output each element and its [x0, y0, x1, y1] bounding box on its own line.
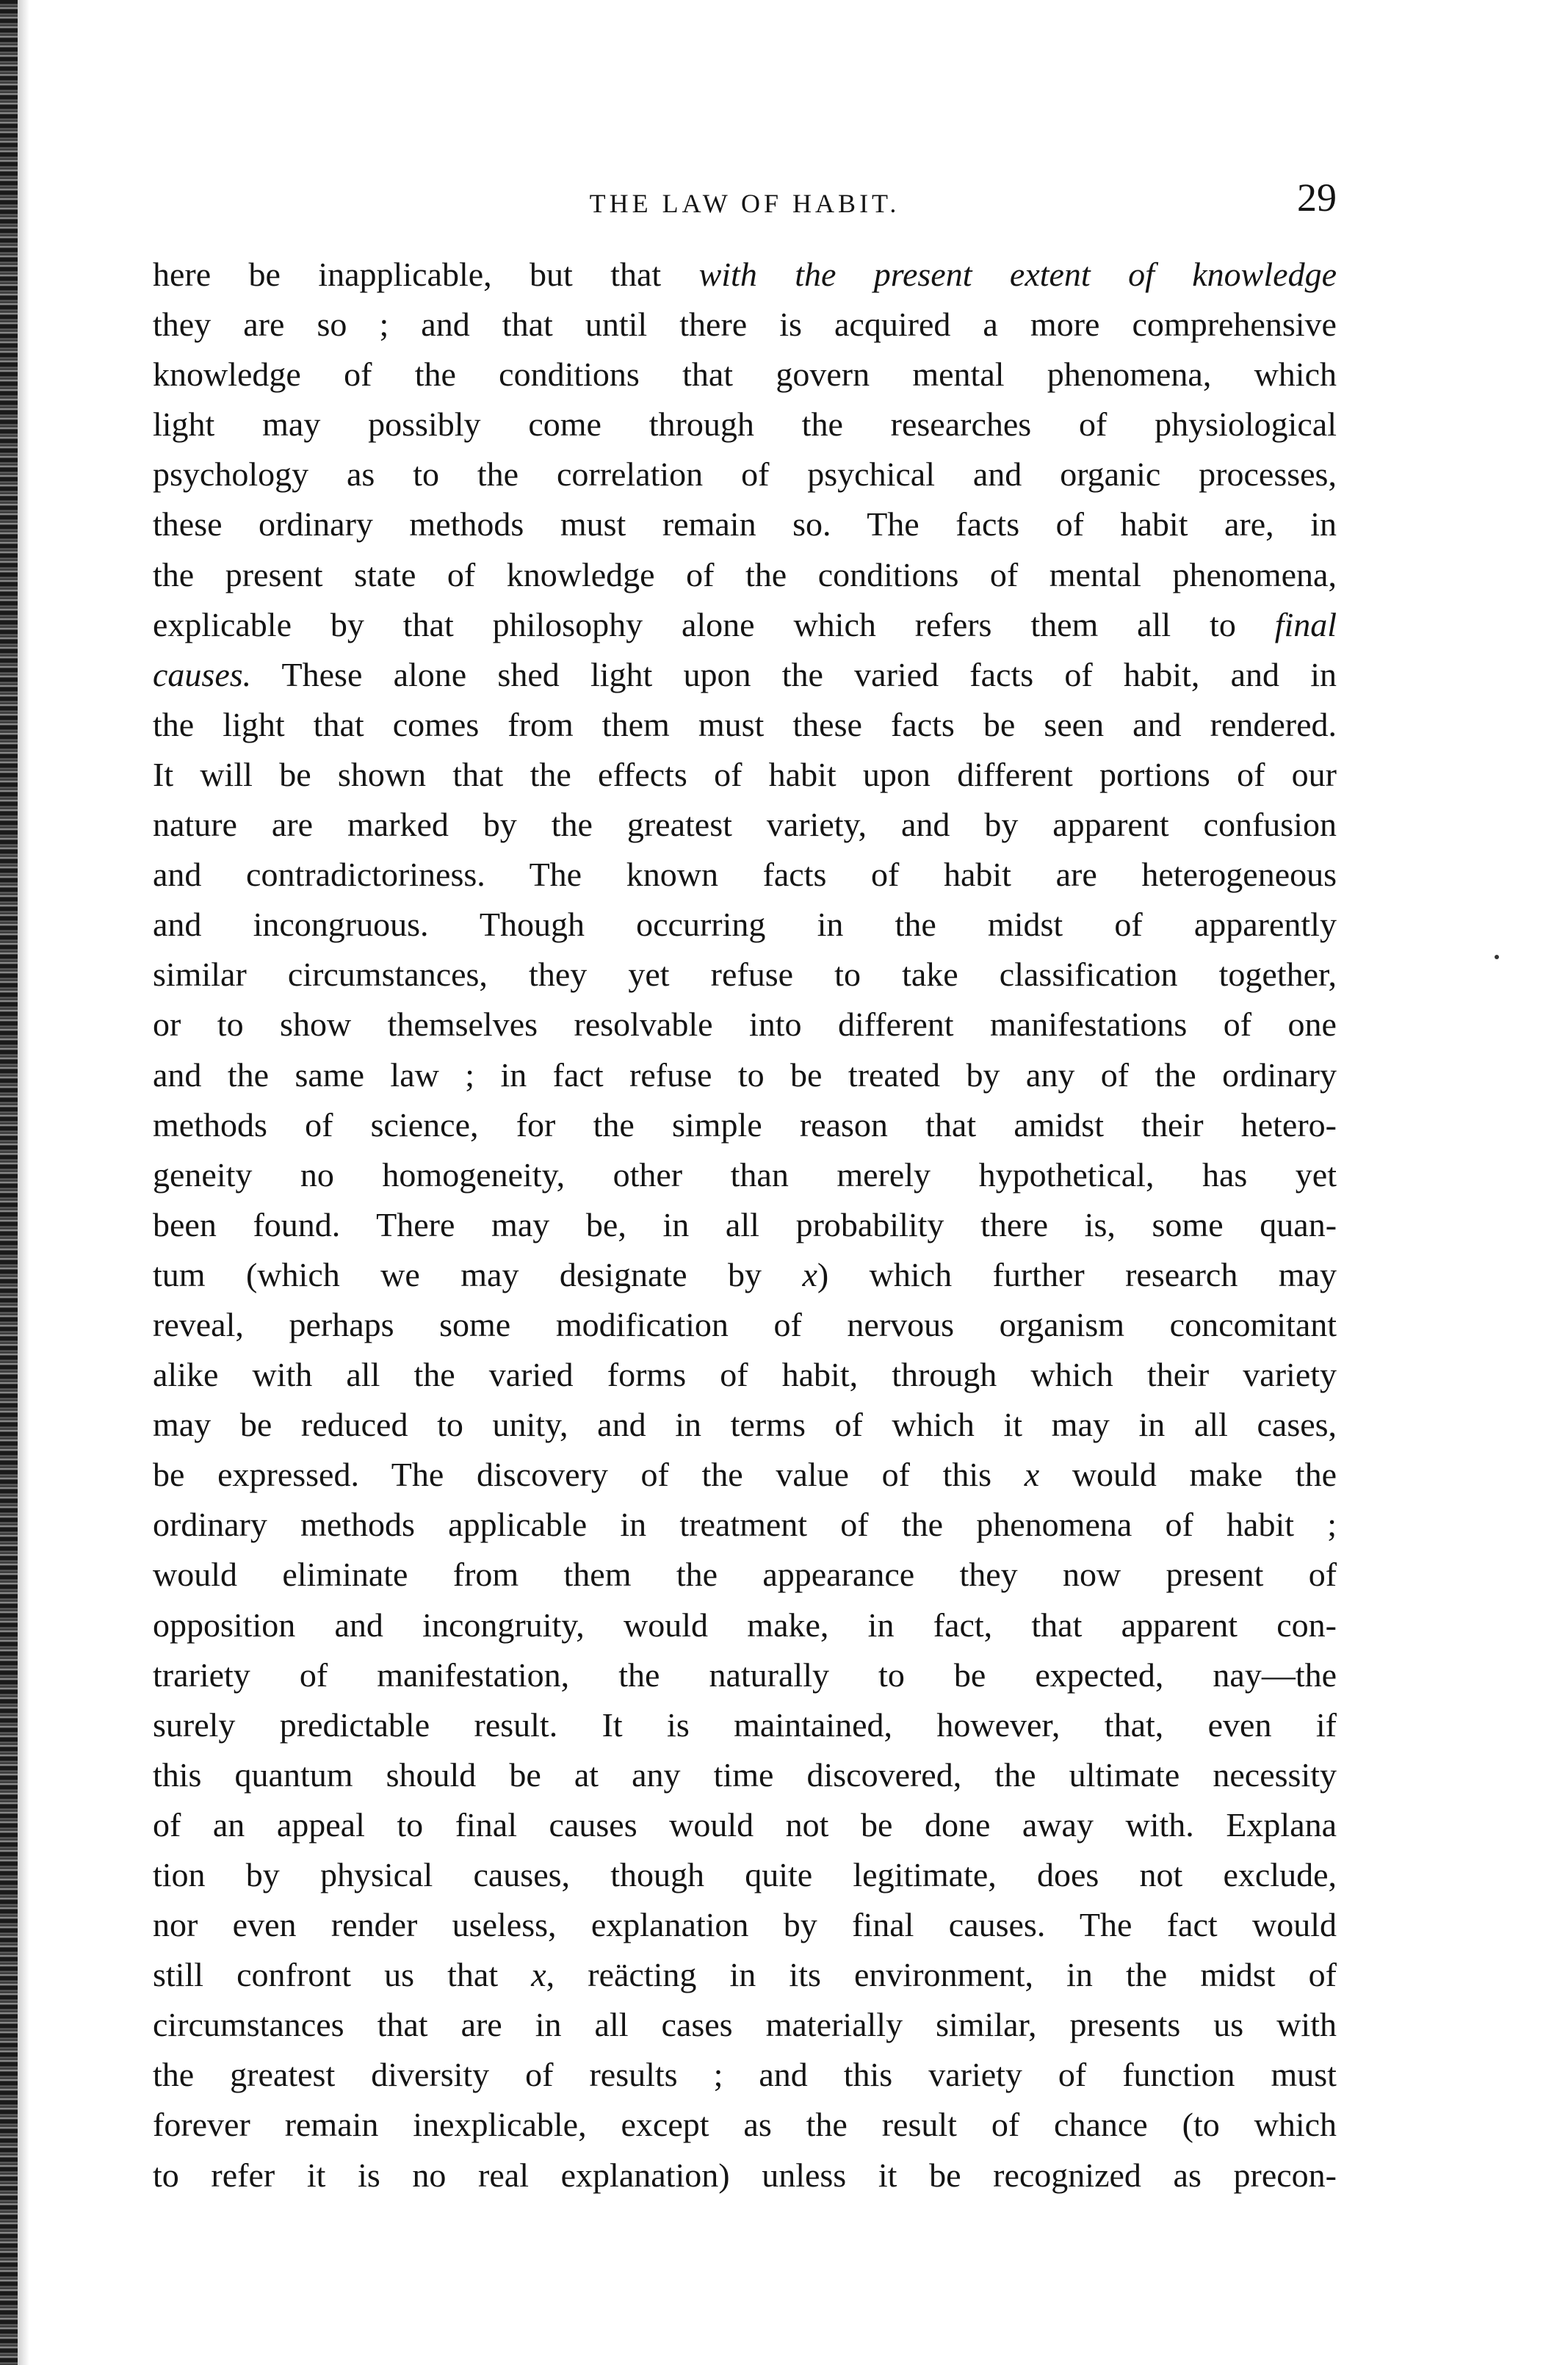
text-line — [153, 700, 1337, 750]
text-run: light may possibly come through the researches of physiological — [153, 405, 1337, 444]
text-run: reveal, perhaps some modification of nervous organism concomitant — [153, 1305, 1337, 1343]
page-header — [153, 175, 1337, 234]
text-run: here be inapplicable, but that — [153, 256, 699, 293]
text-line — [153, 1750, 1337, 1800]
running-title: THE LAW OF HABIT. — [589, 189, 900, 218]
text-line — [153, 1800, 1337, 1850]
text-line — [153, 250, 1337, 300]
text-line — [153, 2100, 1337, 2150]
text-line — [153, 1150, 1337, 1200]
text-line — [153, 1850, 1337, 1900]
italic-text-run: x — [802, 1255, 817, 1293]
text-line — [153, 1650, 1337, 1700]
text-run: ordinary methods applicable in treatment of the phenomena of habit ; — [153, 1506, 1337, 1544]
text-run: would make the — [1039, 1456, 1337, 1494]
text-run: the present state of knowledge of the conditions of mental phenomena, — [153, 555, 1337, 593]
text-line — [153, 1350, 1337, 1400]
text-line — [153, 449, 1337, 499]
text-line — [153, 400, 1337, 449]
text-run: ) which further research may — [817, 1255, 1337, 1293]
text-run: this quantum should be at any time discovered, the ultimate necessity — [153, 1755, 1337, 1794]
text-run: may be reduced to unity, and in terms of which it may in all cases, — [153, 1406, 1337, 1444]
text-line — [153, 1300, 1337, 1350]
text-line — [153, 1550, 1337, 1600]
text-run: These alone shed light upon the varied facts of habit, and in — [251, 655, 1337, 693]
text-run: knowledge of the conditions that govern mental phenomena, which — [153, 355, 1337, 394]
text-run: explicable by that philosophy alone which refers them all to — [153, 605, 1275, 643]
text-run: they are so ; and that until there is acquired a more comprehensive — [153, 306, 1337, 344]
text-line — [153, 950, 1337, 1000]
text-run: and incongruous. Though occurring in the midst of apparently — [153, 906, 1337, 944]
text-run: geneity no homogeneity, other than merely hypothetical, has yet — [153, 1155, 1337, 1194]
text-run: of an appeal to final causes would not be done away with. Explana — [153, 1805, 1337, 1844]
text-run: the greatest diversity of results ; and this variety of function must — [153, 2056, 1337, 2094]
text-line — [153, 300, 1337, 350]
text-line — [153, 1100, 1337, 1150]
text-run: surely predictable result. It is maintained, however, that, even if — [153, 1705, 1337, 1744]
text-run: nor even render useless, explanation by final causes. The fact would — [153, 1906, 1337, 1944]
print-speck — [1495, 955, 1499, 959]
italic-text-run: causes. — [153, 655, 252, 693]
italic-text-run: x — [531, 1956, 546, 1994]
text-line — [153, 499, 1337, 549]
text-run: been found. There may be, in all probability there is, some quan- — [153, 1205, 1337, 1243]
text-line — [153, 1700, 1337, 1750]
text-line — [153, 800, 1337, 850]
text-line — [153, 1900, 1337, 1950]
text-run: methods of science, for the simple reason that amidst their hetero- — [153, 1105, 1337, 1144]
text-line — [153, 1950, 1337, 2000]
text-run: psychology as to the correlation of psychical and organic processes, — [153, 455, 1337, 494]
page-number: 29 — [1297, 176, 1337, 220]
text-run: the light that comes from them must these facts be seen and rendered. — [153, 705, 1337, 743]
text-line — [153, 550, 1337, 600]
text-run: trariety of manifestation, the naturally to be expected, nay—the — [153, 1656, 1337, 1694]
text-line — [153, 350, 1337, 400]
text-run: It will be shown that the effects of habit upon different portions of our — [153, 755, 1337, 793]
text-run: would eliminate from them the appearance they now present of — [153, 1556, 1337, 1594]
text-line — [153, 1600, 1337, 1650]
text-run: to refer it is no real explanation) unless it be recognized as precon- — [153, 2156, 1337, 2194]
text-run: tum (which we may designate by — [153, 1255, 803, 1293]
text-line — [153, 600, 1337, 650]
text-line — [153, 1400, 1337, 1450]
text-run: tion by physical causes, though quite legitimate, does not exclude, — [153, 1856, 1337, 1893]
text-line — [153, 1200, 1337, 1250]
text-run: circumstances that are in all cases materially similar, presents us with — [153, 2006, 1337, 2044]
text-line — [153, 850, 1337, 900]
text-run: nature are marked by the greatest variety, and by apparent confusion — [153, 806, 1337, 844]
text-run: and the same law ; in fact refuse to be treated by any of the ordinary — [153, 1055, 1337, 1094]
text-run: and contradictoriness. The known facts of habit are heterogeneous — [153, 856, 1337, 894]
text-line — [153, 650, 1337, 700]
text-line — [153, 1250, 1337, 1300]
text-line — [153, 2050, 1337, 2100]
text-line — [153, 1500, 1337, 1550]
italic-text-run: final — [1274, 605, 1337, 643]
text-line — [153, 2151, 1337, 2200]
text-run: opposition and incongruity, would make, in fact, that apparent con- — [153, 1606, 1337, 1644]
text-line — [153, 1450, 1337, 1500]
text-run: , reäcting in its environment, in the midst of — [546, 1956, 1337, 1994]
text-run: be expressed. The discovery of the value of this — [153, 1456, 1025, 1494]
text-run: alike with all the varied forms of habit, through which their variety — [153, 1356, 1337, 1394]
text-line — [153, 750, 1337, 800]
text-run: these ordinary methods must remain so. The facts of habit are, in — [153, 505, 1337, 544]
text-line — [153, 1000, 1337, 1050]
text-line — [153, 1050, 1337, 1100]
text-run: forever remain inexplicable, except as the result of chance (to which — [153, 2106, 1337, 2144]
text-run: similar circumstances, they yet refuse to take classification together, — [153, 956, 1337, 994]
italic-text-run: x — [1024, 1456, 1040, 1494]
scan-binding-edge — [0, 0, 18, 2365]
text-run: or to show themselves resolvable into different manifestations of one — [153, 1005, 1337, 1044]
text-line — [153, 900, 1337, 950]
text-run: still confront us that — [153, 1956, 532, 1994]
italic-text-run: with the present extent of knowledge — [698, 256, 1337, 293]
text-line — [153, 2000, 1337, 2050]
body-paragraph — [153, 250, 1337, 2200]
